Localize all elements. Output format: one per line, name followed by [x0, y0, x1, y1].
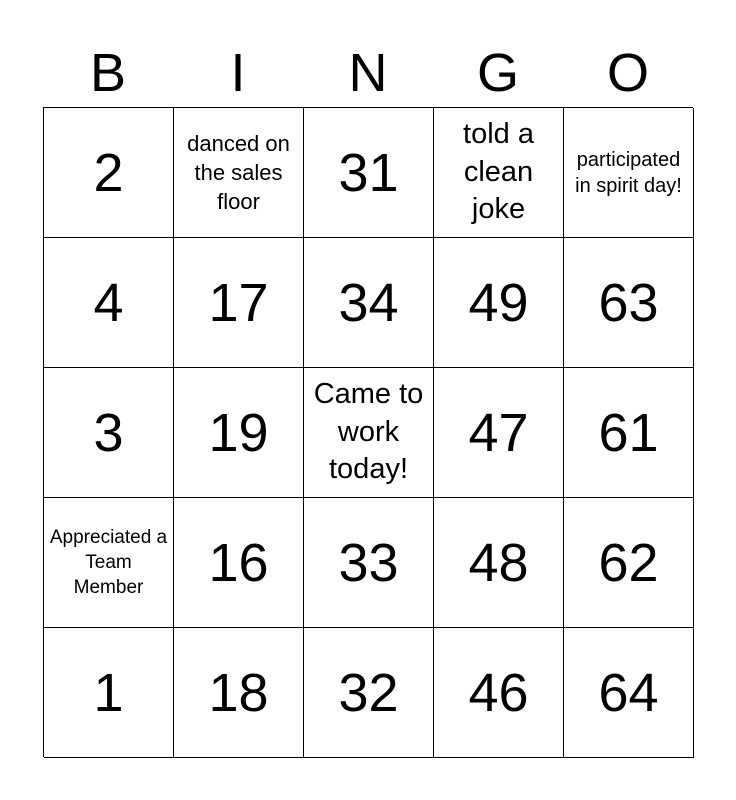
bingo-cell[interactable]: participated in spirit day! — [564, 108, 694, 238]
bingo-cell[interactable]: 49 — [434, 238, 564, 368]
bingo-cell[interactable]: 16 — [174, 498, 304, 628]
bingo-cell[interactable]: 61 — [564, 368, 694, 498]
bingo-cell[interactable]: 64 — [564, 628, 694, 758]
bingo-cell[interactable]: 17 — [174, 238, 304, 368]
bingo-cell[interactable]: 63 — [564, 238, 694, 368]
bingo-cell[interactable]: 34 — [304, 238, 434, 368]
bingo-cell[interactable]: 3 — [44, 368, 174, 498]
bingo-cell[interactable]: 4 — [44, 238, 174, 368]
bingo-cell-free-space[interactable]: Came to work today! — [304, 368, 434, 498]
header-letter-b: B — [89, 43, 127, 103]
bingo-cell[interactable]: 47 — [434, 368, 564, 498]
bingo-cell[interactable]: danced on the sales floor — [174, 108, 304, 238]
header-letter-g: G — [476, 43, 519, 103]
header-letter-i: I — [230, 43, 246, 103]
bingo-cell[interactable]: 62 — [564, 498, 694, 628]
bingo-cell[interactable]: 31 — [304, 108, 434, 238]
bingo-board — [43, 107, 693, 757]
bingo-cell[interactable]: 33 — [304, 498, 434, 628]
bingo-header — [43, 42, 693, 104]
header-letter-o: O — [606, 43, 649, 103]
header-letter-n: N — [348, 43, 388, 103]
bingo-cell[interactable]: 2 — [44, 108, 174, 238]
bingo-cell[interactable]: Appreciated a Team Member — [44, 498, 174, 628]
bingo-cell[interactable]: 1 — [44, 628, 174, 758]
bingo-cell[interactable]: 46 — [434, 628, 564, 758]
bingo-cell[interactable]: 18 — [174, 628, 304, 758]
bingo-cell[interactable]: 19 — [174, 368, 304, 498]
bingo-cell[interactable]: 32 — [304, 628, 434, 758]
bingo-cell[interactable]: 48 — [434, 498, 564, 628]
bingo-cell[interactable]: told a clean joke — [434, 108, 564, 238]
